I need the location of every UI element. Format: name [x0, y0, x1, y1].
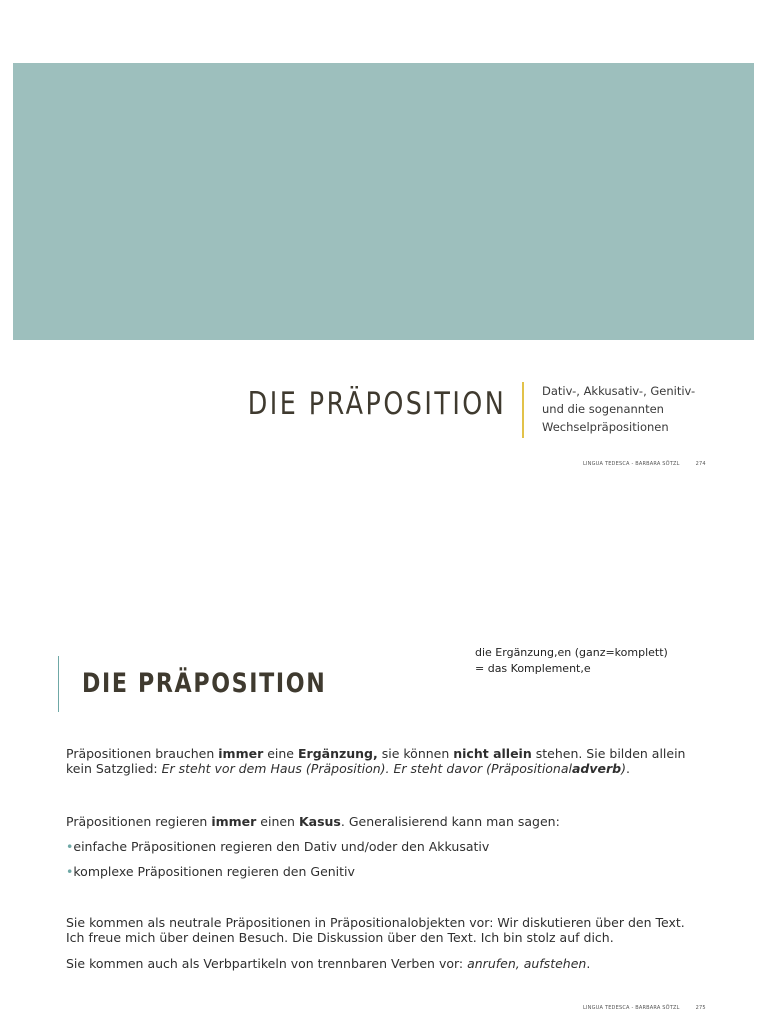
paragraph-particles: [66, 956, 706, 971]
subtitle-line: und die sogenannten: [542, 402, 664, 416]
text-run: Präpositionen regieren: [66, 814, 212, 829]
bullet-marker: •: [66, 864, 74, 879]
bullet-item: [66, 839, 706, 854]
bullet-item: [66, 864, 706, 879]
text-run-bold: immer: [211, 814, 257, 829]
text-run: eine: [263, 746, 298, 761]
bullet-text: komplexe Präpositionen regieren den Genitiv: [73, 864, 355, 879]
subtitle-line: Dativ-, Akkusativ-, Genitiv-: [542, 384, 696, 398]
paragraph-intro: [66, 746, 706, 776]
slide2-footer: [583, 1005, 706, 1011]
paragraph-kasus: [66, 814, 706, 829]
vocabulary-note: [475, 645, 668, 677]
text-run: . Generalisierend kann man sagen:: [340, 814, 560, 829]
note-line: = das Komplement,e: [475, 662, 591, 675]
slide1-footer: [583, 461, 706, 467]
text-run-bold: immer: [218, 746, 264, 761]
bullet-text: einfache Präpositionen regieren den Dativ und/oder den Akkusativ: [73, 839, 490, 854]
slide1-title: DIE PRÄPOSITION: [247, 386, 506, 422]
slide-banner: [13, 63, 754, 340]
slide1-subtitle: [542, 382, 742, 436]
paragraph-objects: Sie kommen als neutrale Präpositionen in Präpositionalobjekten vor: Wir diskutieren über den Text. Ich freue mich über deinen Besuch. Die Diskussion über den Text. Ich bin stolz auf dich.: [66, 915, 685, 945]
page-number: 274: [695, 461, 706, 467]
text-run-italic: Er steht vor dem Haus (Präposition). Er steht davor (Präpositional: [161, 761, 572, 776]
text-run-italic: ): [621, 761, 627, 776]
footer-author: LINGUA TEDESCA - BARBARA SÖTZL: [583, 461, 680, 467]
text-run: Präpositionen brauchen: [66, 746, 219, 761]
title-accent-bar: [58, 656, 59, 712]
footer-author: LINGUA TEDESCA - BARBARA SÖTZL: [583, 1005, 680, 1011]
subtitle-line: Wechselpräpositionen: [542, 420, 669, 434]
note-line: die Ergänzung,en (ganz=komplett): [475, 646, 668, 659]
page-number: 275: [695, 1005, 706, 1011]
text-run: stehen. Sie bilden allein kein Satzglied:: [66, 746, 686, 776]
slide2-title: DIE PRÄPOSITION: [82, 668, 327, 699]
text-run-bold: Ergänzung,: [297, 746, 378, 761]
bullet-marker: •: [66, 839, 74, 854]
text-run: .: [626, 761, 630, 776]
text-run: .: [586, 956, 591, 971]
text-run: sie können: [377, 746, 454, 761]
text-run-bold: nicht allein: [453, 746, 532, 761]
text-run: einen: [256, 814, 299, 829]
text-run-italic: anrufen, aufstehen: [467, 956, 587, 971]
title-divider: [522, 382, 524, 438]
text-run: Sie kommen auch als Verbpartikeln von trennbaren Verben vor:: [66, 956, 468, 971]
text-run-bold: Kasus: [298, 814, 341, 829]
text-run-bold-italic: adverb: [572, 761, 622, 776]
